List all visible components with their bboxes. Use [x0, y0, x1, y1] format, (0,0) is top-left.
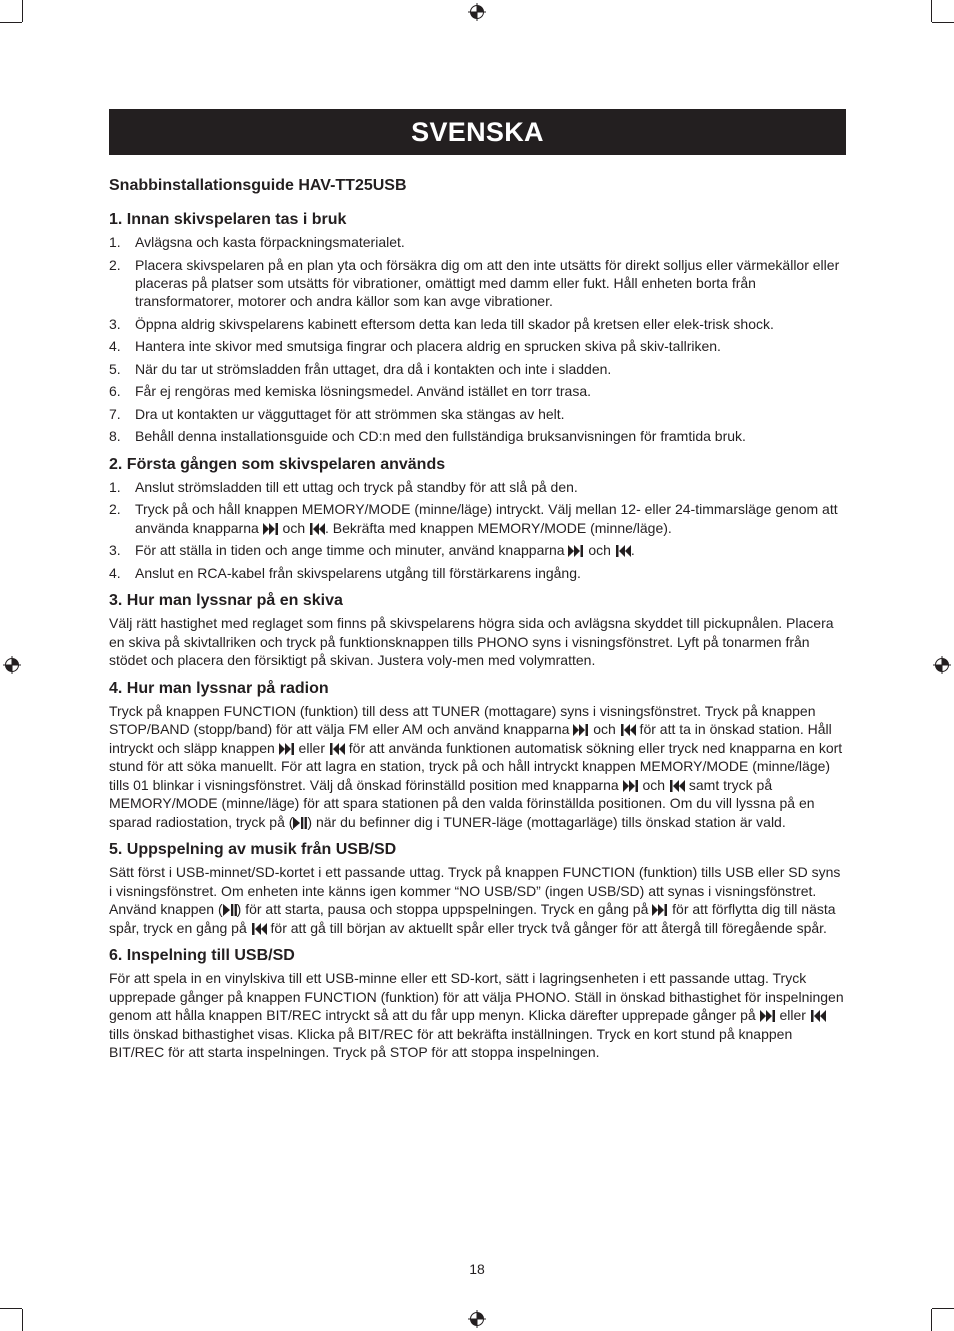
list-item-text: Öppna aldrig skivspelarens kabinett eftersom detta kan leda till skador på kretsen eller elek-trisk shock. — [135, 315, 774, 332]
skip-next-icon — [279, 740, 295, 756]
list-item — [109, 564, 846, 582]
skip-next-icon — [263, 520, 279, 536]
crop-mark — [931, 1309, 932, 1331]
list-item-text: Får ej rengöras med kemiska lösningsmedel. Använd istället en torr trasa. — [135, 383, 591, 400]
sections-container — [109, 210, 846, 1062]
list-item — [109, 541, 846, 559]
skip-previous-icon — [309, 520, 325, 536]
list-item-number: 8. — [109, 428, 121, 445]
skip-previous-icon — [251, 920, 267, 936]
list-item-number: 5. — [109, 360, 121, 377]
section-heading: 1. Innan skivspelaren tas i bruk — [109, 211, 347, 228]
skip-previous-icon — [615, 542, 631, 558]
skip-previous-icon — [620, 721, 636, 737]
list-item-text: Anslut en RCA-kabel från skivspelarens utgång till förstärkarens ingång. — [135, 564, 581, 581]
list-item-text: När du tar ut strömsladden från uttaget, dra då i kontakten och inte i sladden. — [135, 360, 612, 377]
section-paragraph: Sätt först i USB-minnet/SD-kortet i ett passande uttag. Tryck på knappen FUNCTION (funktion) tills USB eller SD syns i visningsfönstret. Om enheten inte känns igen kommer “NO USB/SD” (ingen USB/SD) att synas i visningsfönstret. Använd knappen ( ) för att starta, pausa och stoppa uppspelningen. Tryck en gång på för att förflytta dig till nästa spår, tryck en gång på för att gå till början av aktuellt spår eller tryck två gånger för att återgå till föregående spår. — [109, 864, 841, 936]
section-heading: 3. Hur man lyssnar på en skiva — [109, 592, 343, 610]
skip-previous-icon — [329, 740, 345, 756]
crop-mark — [931, 0, 932, 22]
section-heading: 2. Första gången som skivspelaren används — [109, 455, 446, 473]
section — [109, 591, 846, 670]
numbered-list — [109, 478, 846, 582]
list-item — [109, 382, 846, 400]
section-paragraph: Tryck på knappen FUNCTION (funktion) till dess att TUNER (mottagare) syns i visningsfönstret. Tryck på knappen STOP/BAND (stopp/band) för att välja FM eller AM och använd knapparna och för att ta in önskad station. Håll intryckt och släpp knappen eller för att använda funktionen automatisk sökning eller tryck ned knapparna en kort stund för att söka manuellt. För att lagra en station, tryck på och håll intryckt knappen MEMORY/MODE (minne/läge) tills 01 blinkar i visningsfönstret. Välj då önskad förinställd position med knapparna och samt tryck på MEMORY/MODE (minne/läge) för att spara stationen på den valda förinställda positionen. Om du vill lyssna på en sparad radiostation, tryck på ( ) när du befinner dig i TUNER-läge (mottagarläge) tills önskad station är vald. — [109, 702, 843, 830]
list-item-number: 1. — [109, 234, 121, 250]
registration-mark-icon — [933, 656, 951, 674]
numbered-list — [109, 233, 846, 446]
crop-mark — [22, 1309, 23, 1331]
section-paragraph: För att spela in en vinylskiva till ett USB-minne eller ett SD-kort, sätt i lagringsenheten i ett passande uttag. Tryck upprepade gånger på knappen FUNCTION (funktion) för att välja PHONO. Ställ in önskad bithastighet för inspelningen genom att hålla knappen BIT/REC intryckt så att du får upp menyn. Klicka därefter upprepade gånger på eller tills önskad bithastighet visas. Klicka på BIT/REC för att bekräfta inställningen. Tryck en kort stund på knappen BIT/REC för att starta inspelningen. Tryck på STOP för att stoppa inspelningen. — [109, 970, 844, 1061]
list-item — [109, 360, 846, 378]
crop-mark — [932, 22, 954, 23]
list-item-text: Avlägsna och kasta förpackningsmaterialet. — [135, 234, 405, 250]
list-item-number: 3. — [109, 315, 121, 332]
list-item-text: Anslut strömsladden till ett uttag och tryck på standby för att slå på den. — [135, 478, 578, 495]
list-item-text: Hantera inte skivor med smutsiga fingrar och placera aldrig en sprucken skiva på skiv-tallriken. — [135, 338, 721, 355]
list-item-number: 1. — [109, 478, 121, 495]
section-heading: 4. Hur man lyssnar på radion — [109, 679, 329, 697]
document-body — [109, 109, 846, 1066]
skip-previous-icon — [810, 1007, 826, 1023]
list-item — [109, 256, 846, 311]
list-item — [109, 478, 846, 496]
list-item-text: Placera skivspelaren på en plan yta och försäkra dig om att den inte utsätts för direkt solljus eller värmekällor eller placeras på platser som utsätts för vibrationer, omättigt med damm eller fukt. Håll enheten borta från transformatorer, motorer och andra källor som kan avge vibrationer. — [135, 256, 840, 310]
registration-mark-icon — [3, 656, 21, 674]
list-item-number: 7. — [109, 405, 121, 422]
list-item-number: 4. — [109, 338, 121, 355]
skip-previous-icon — [669, 777, 685, 793]
section-heading: 5. Uppspelning av musik från USB/SD — [109, 841, 397, 859]
skip-next-icon — [573, 721, 589, 737]
section — [109, 679, 846, 832]
list-item — [109, 500, 846, 537]
section — [109, 840, 846, 937]
list-item — [109, 233, 846, 251]
registration-mark-icon — [468, 3, 486, 21]
play-pause-icon — [223, 901, 237, 917]
list-item-text: Tryck på och håll knappen MEMORY/MODE (minne/läge) intryckt. Välj mellan 12- eller 24-timmarsläge genom att använda knapparna och . Bekräfta med knappen MEMORY/MODE (minne/läge). — [135, 501, 838, 536]
crop-mark — [932, 1308, 954, 1309]
list-item — [109, 337, 846, 355]
list-item-text: Dra ut kontakten ur vägguttaget för att strömmen ska stängas av helt. — [135, 405, 565, 422]
crop-mark — [22, 0, 23, 22]
list-item-number: 2. — [109, 256, 121, 273]
list-item-number: 2. — [109, 501, 121, 518]
list-item — [109, 427, 846, 445]
list-item-text: Behåll denna installationsguide och CD:n med den fullständiga bruksanvisningen för framtida bruk. — [135, 428, 746, 445]
skip-next-icon — [652, 901, 668, 917]
list-item-number: 6. — [109, 383, 121, 400]
list-item-number: 4. — [109, 564, 121, 581]
section-paragraph: Välj rätt hastighet med reglaget som finns på skivspelarens högra sida och avlägsna skyddet till pickupnålen. Placera en skiva på skivtallriken och tryck på funktionsknappen tills PHONO syns i visningsfönstret. Lyft på tonarmen från stödet och placera den försiktigt på skivan. Justera voly-men med volymratten. — [109, 615, 834, 669]
section — [109, 455, 846, 582]
guide-title: Snabbinstallationsguide HAV-TT25USB — [109, 177, 407, 194]
crop-mark — [0, 1308, 22, 1309]
crop-mark — [0, 22, 22, 23]
section-heading: 6. Inspelning till USB/SD — [109, 947, 295, 965]
banner-title: SVENSKA — [411, 116, 544, 147]
section — [109, 946, 846, 1062]
page-number: 18 — [469, 1261, 485, 1277]
section — [109, 210, 846, 446]
skip-next-icon — [760, 1007, 776, 1023]
list-item — [109, 315, 846, 333]
skip-next-icon — [568, 542, 584, 558]
list-item — [109, 405, 846, 423]
list-item-text: För att ställa in tiden och ange timme och minuter, använd knapparna och . — [135, 542, 635, 559]
skip-next-icon — [623, 777, 639, 793]
list-item-number: 3. — [109, 542, 121, 559]
registration-mark-icon — [468, 1310, 486, 1328]
play-pause-icon — [293, 814, 307, 830]
language-banner — [109, 109, 846, 155]
